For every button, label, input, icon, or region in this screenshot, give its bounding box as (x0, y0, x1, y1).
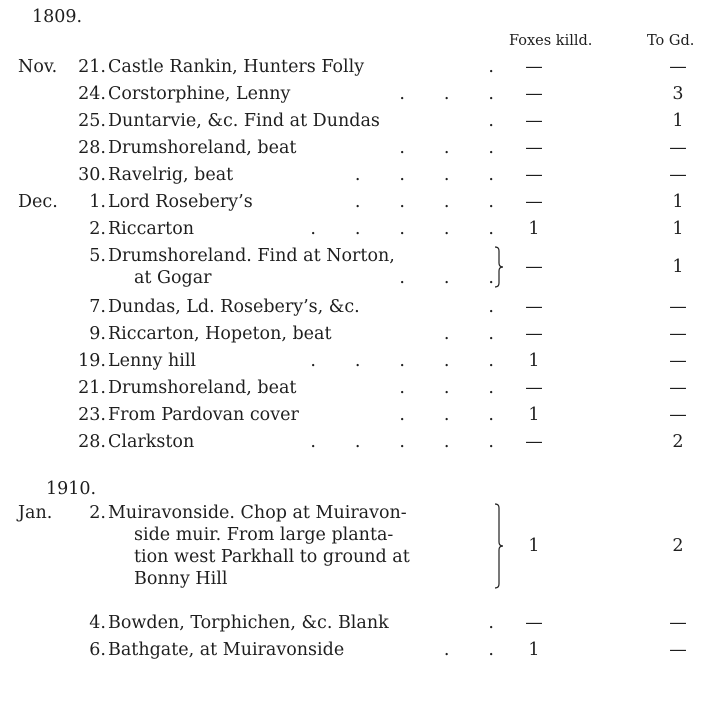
entry-day: 23. (78, 405, 106, 425)
entry-to-ground: — (669, 378, 687, 398)
grouping-brace (494, 504, 504, 588)
entry-text-line: Ravelrig, beat (108, 165, 234, 185)
entry-to-ground: 2 (672, 536, 684, 556)
year-heading-1809: 1809. (32, 7, 83, 27)
entry-foxes-killed: — (525, 165, 543, 185)
entry-day: 2. (89, 503, 106, 523)
entry-foxes-killed: — (525, 257, 543, 277)
entry-to-ground: 2 (672, 432, 684, 452)
entry-to-ground: — (669, 351, 687, 371)
entry-to-ground: — (669, 613, 687, 633)
entry-leader-dots: . (488, 297, 494, 317)
entry-leader-dots: . . . . . (310, 219, 494, 239)
entry-day: 6. (89, 640, 106, 660)
year-heading-1910: 1910. (46, 479, 97, 499)
entry-foxes-killed: — (525, 378, 543, 398)
entry-month: Dec. (18, 192, 58, 212)
entry-leader-dots: . (488, 111, 494, 131)
entry-leader-dots: . . . . . (310, 351, 494, 371)
entry-foxes-killed: — (525, 613, 543, 633)
entry-to-ground: 3 (672, 84, 684, 104)
entry-text-line: Riccarton, Hopeton, beat (108, 324, 332, 344)
entry-text-line: Drumshoreland, beat (108, 378, 297, 398)
entry-foxes-killed: — (525, 138, 543, 158)
entry-day: 21. (78, 57, 106, 77)
entry-foxes-killed: 1 (528, 536, 540, 556)
entry-text-line: Lenny hill (108, 351, 197, 371)
entry-text-line: Riccarton (108, 219, 195, 239)
entry-text-line: Bowden, Torphichen, &c. Blank (108, 613, 389, 633)
entry-to-ground: 1 (672, 192, 684, 212)
entry-day: 5. (89, 246, 106, 266)
entry-text-line: Bonny Hill (134, 569, 228, 589)
entry-leader-dots: . . . (399, 405, 494, 425)
entry-day: 28. (78, 432, 106, 452)
entry-foxes-killed: — (525, 192, 543, 212)
entry-text-line: Drumshoreland. Find at Norton, (108, 246, 395, 266)
entry-text-line: From Pardovan cover (108, 405, 299, 425)
entry-day: 30. (78, 165, 106, 185)
entry-text-line: at Gogar (134, 268, 212, 288)
entry-foxes-killed: — (525, 324, 543, 344)
entry-day: 25. (78, 111, 106, 131)
entry-text-line: Drumshoreland, beat (108, 138, 297, 158)
entry-month: Nov. (18, 57, 58, 77)
entry-day: 2. (89, 219, 106, 239)
entry-leader-dots: . (488, 613, 494, 633)
entry-to-ground: — (669, 405, 687, 425)
grouping-brace (494, 247, 504, 287)
entry-foxes-killed: 1 (528, 640, 540, 660)
entry-day: 28. (78, 138, 106, 158)
entry-text-line: Lord Rosebery’s (108, 192, 253, 212)
entry-day: 19. (78, 351, 106, 371)
entry-day: 9. (89, 324, 106, 344)
entry-text-line: Dundas, Ld. Rosebery’s, &c. (108, 297, 360, 317)
entry-to-ground: — (669, 324, 687, 344)
header-foxes-killed: Foxes killd. (509, 33, 593, 49)
entry-day: 7. (89, 297, 106, 317)
entry-text-line: Corstorphine, Lenny (108, 84, 291, 104)
entry-foxes-killed: — (525, 432, 543, 452)
entry-to-ground: 1 (672, 257, 684, 277)
entry-leader-dots: . . (443, 324, 494, 344)
entry-foxes-killed: — (525, 84, 543, 104)
entry-text-line: tion west Parkhall to ground at (134, 547, 410, 567)
entry-foxes-killed: 1 (528, 351, 540, 371)
entry-foxes-killed: — (525, 297, 543, 317)
entry-to-ground: — (669, 640, 687, 660)
entry-to-ground: — (669, 57, 687, 77)
entry-foxes-killed: — (525, 57, 543, 77)
entry-leader-dots: . . . . . (310, 432, 494, 452)
entry-day: 1. (89, 192, 106, 212)
entry-day: 24. (78, 84, 106, 104)
entry-foxes-killed: 1 (528, 219, 540, 239)
entry-text-line: Clarkston (108, 432, 195, 452)
entry-to-ground: — (669, 165, 687, 185)
entry-to-ground: — (669, 297, 687, 317)
entry-text-line: side muir. From large planta- (134, 525, 394, 545)
entry-leader-dots: . . . (399, 138, 494, 158)
entry-foxes-killed: 1 (528, 405, 540, 425)
entry-text-line: Castle Rankin, Hunters Folly (108, 57, 365, 77)
entry-leader-dots: . . . . (354, 165, 494, 185)
entry-text-line: Bathgate, at Muiravonside (108, 640, 345, 660)
entry-day: 4. (89, 613, 106, 633)
entry-to-ground: — (669, 138, 687, 158)
entry-to-ground: 1 (672, 111, 684, 131)
entry-leader-dots: . . . (399, 84, 494, 104)
entry-day: 21. (78, 378, 106, 398)
entry-leader-dots: . . . (399, 268, 494, 288)
entry-to-ground: 1 (672, 219, 684, 239)
entry-leader-dots: . . (443, 640, 494, 660)
header-to-ground: To Gd. (647, 33, 695, 49)
entry-leader-dots: . (488, 57, 494, 77)
entry-text-line: Muiravonside. Chop at Muiravon- (108, 503, 407, 523)
entry-text-line: Duntarvie, &c. Find at Dundas (108, 111, 380, 131)
entry-foxes-killed: — (525, 111, 543, 131)
entry-month: Jan. (18, 503, 53, 523)
entry-leader-dots: . . . . (354, 192, 494, 212)
entry-leader-dots: . . . (399, 378, 494, 398)
